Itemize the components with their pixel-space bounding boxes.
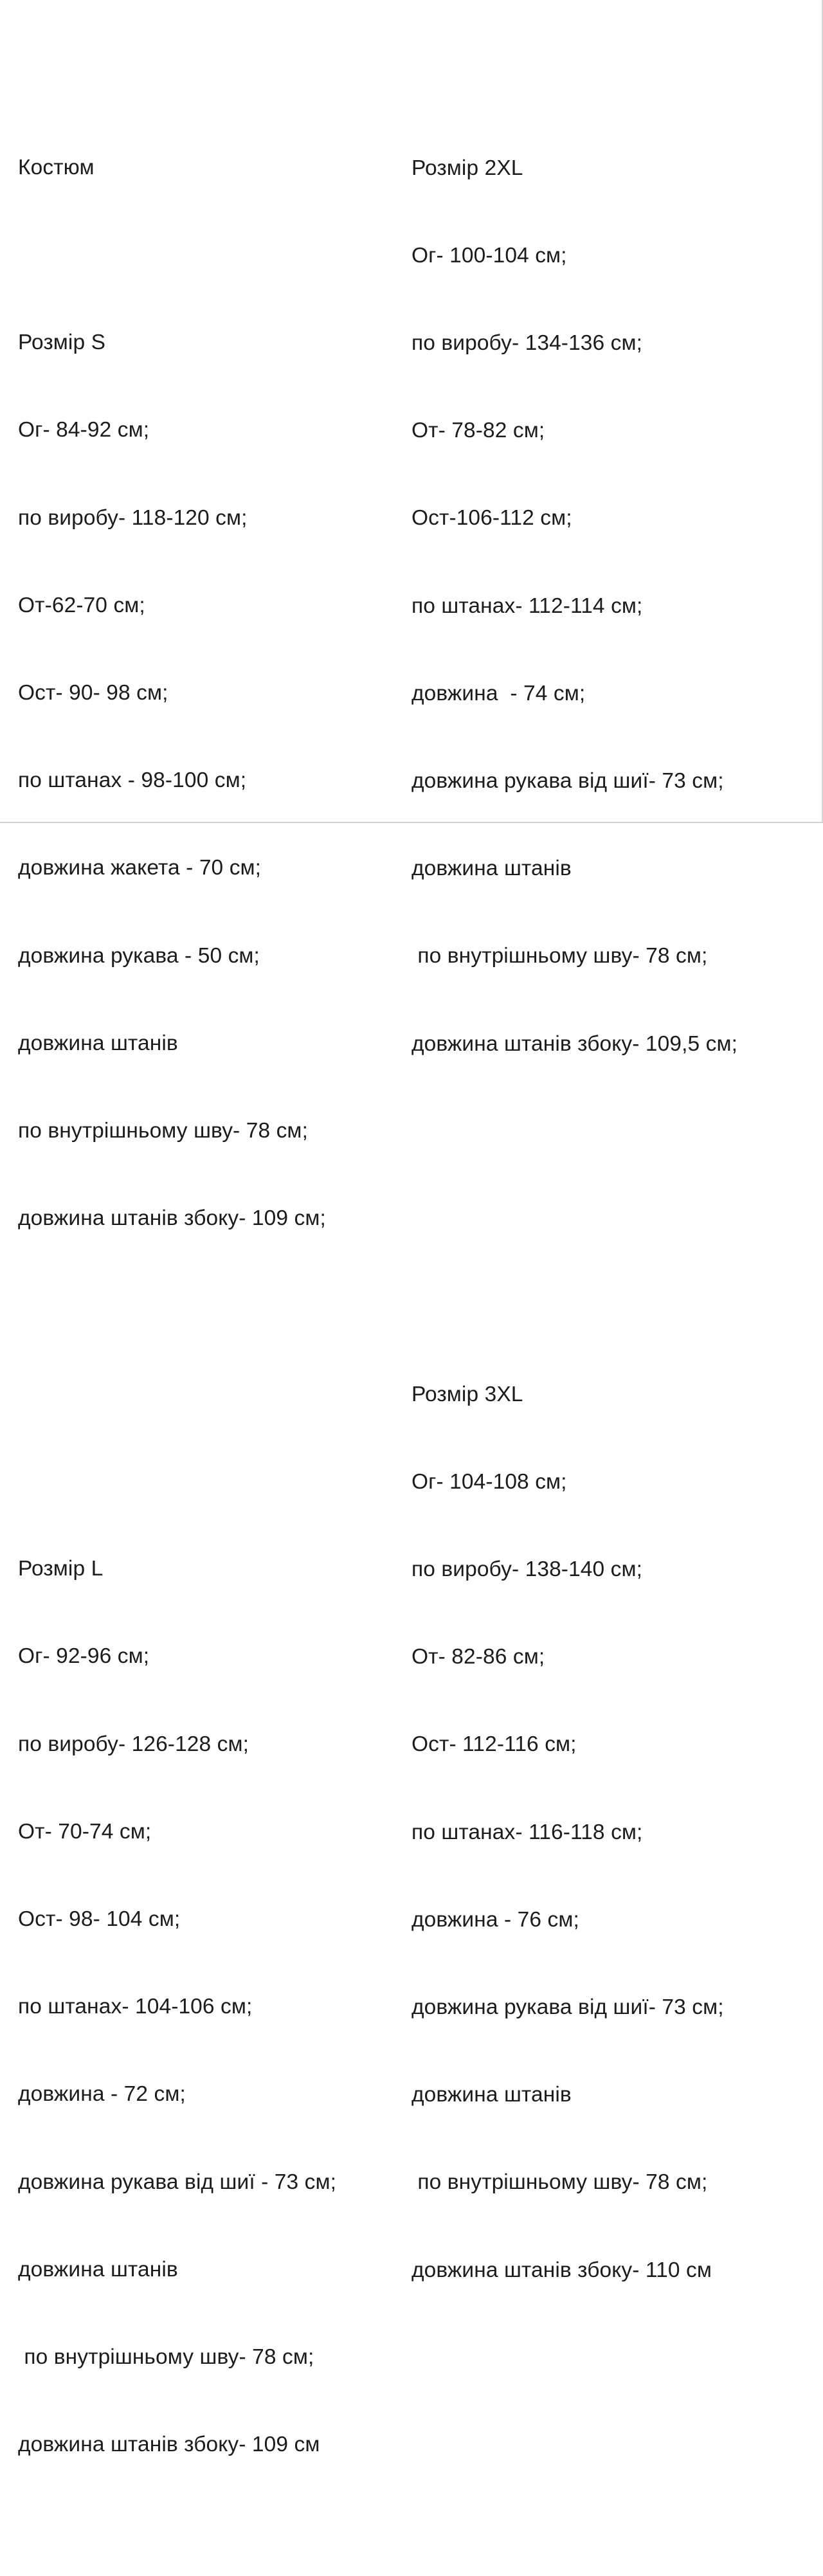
measurement-waist: От-62-70 см; xyxy=(18,593,145,617)
size-heading: Розмір 2XL xyxy=(412,156,523,180)
size-heading: Розмір 3XL xyxy=(412,1382,523,1406)
measurement-pants: по штанах- 112-114 см; xyxy=(412,594,643,618)
measurement-chest: Ог- 84-92 см; xyxy=(18,418,150,442)
measurement-outseam: довжина штанів збоку- 110 см xyxy=(412,2258,712,2282)
measurement-length: довжина - 72 см; xyxy=(18,2082,186,2107)
right-column xyxy=(412,37,737,2402)
measurement-inseam: по внутрішньому шву- 78 см; xyxy=(18,2345,314,2369)
measurement-inseam: по внутрішньому шву- 78 см; xyxy=(18,1119,308,1143)
measurement-outseam: довжина штанів збоку- 109,5 см; xyxy=(412,1031,738,1056)
measurement-length: довжина - 76 см; xyxy=(412,1907,579,1932)
measurement-garment: по виробу- 134-136 см; xyxy=(412,331,643,356)
measurement-length: довжина - 74 см; xyxy=(412,681,586,705)
measurement-pants-length-label: довжина штанів xyxy=(18,2257,178,2281)
measurement-chest: Ог- 92-96 см; xyxy=(18,1644,150,1669)
measurement-chest: Ог- 104-108 см; xyxy=(412,1469,567,1494)
measurement-garment: по виробу- 118-120 см; xyxy=(18,505,248,530)
measurement-pants-length-label: довжина штанів xyxy=(412,857,572,881)
document-title: Костюм xyxy=(18,155,95,179)
measurement-inseam: по внутрішньому шву- 78 см; xyxy=(412,944,708,968)
size-heading: Розмір L xyxy=(18,1557,104,1581)
measurement-sleeve-length: довжина рукава - 50 см; xyxy=(18,943,260,968)
measurement-garment: по виробу- 138-140 см; xyxy=(412,1557,643,1581)
size-section-s xyxy=(18,269,336,1291)
measurement-outseam: довжина штанів збоку- 109 см xyxy=(18,2433,320,2457)
measurement-sleeve-length: довжина рукава від шиї - 73 см; xyxy=(18,2170,337,2194)
size-section-3xl xyxy=(412,1321,737,2343)
measurement-pants: по штанах - 98-100 см; xyxy=(18,768,247,793)
measurement-hips: Ост- 90- 98 см; xyxy=(18,681,168,705)
measurement-hips: Ост- 112-116 см; xyxy=(412,1732,577,1757)
section-spacer xyxy=(18,1379,336,1408)
measurement-jacket-length: довжина жакета - 70 см; xyxy=(18,856,262,880)
measurement-sleeve-length: довжина рукава від шиї- 73 см; xyxy=(412,1995,724,2019)
measurement-sleeve-length: довжина рукава від шиї- 73 см; xyxy=(412,769,724,794)
measurement-outseam: довжина штанів збоку- 109 см; xyxy=(18,1206,326,1231)
measurement-inseam: по внутрішньому шву- 78 см; xyxy=(412,2170,708,2195)
measurement-hips: Ост-106-112 см; xyxy=(412,506,572,531)
measurement-waist: От- 78-82 см; xyxy=(412,419,545,443)
size-heading: Розмір S xyxy=(18,331,106,355)
measurement-pants: по штанах- 116-118 см; xyxy=(412,1820,643,1844)
measurement-pants-length-label: довжина штанів xyxy=(18,1031,178,1055)
size-section-l xyxy=(18,1496,336,2517)
size-section-2xl xyxy=(412,95,737,1117)
left-column xyxy=(18,95,336,2576)
section-spacer xyxy=(412,1204,737,1233)
measurement-waist: От- 70-74 см; xyxy=(18,1819,152,1844)
measurement-pants-length-label: довжина штанів xyxy=(412,2083,572,2107)
measurement-garment: по виробу- 126-128 см; xyxy=(18,1732,249,1756)
measurement-waist: От- 82-86 см; xyxy=(412,1645,545,1669)
measurement-hips: Ост- 98- 104 см; xyxy=(18,1907,181,1931)
measurement-pants: по штанах- 104-106 см; xyxy=(18,1995,253,2019)
measurement-chest: Ог- 100-104 см; xyxy=(412,243,567,268)
